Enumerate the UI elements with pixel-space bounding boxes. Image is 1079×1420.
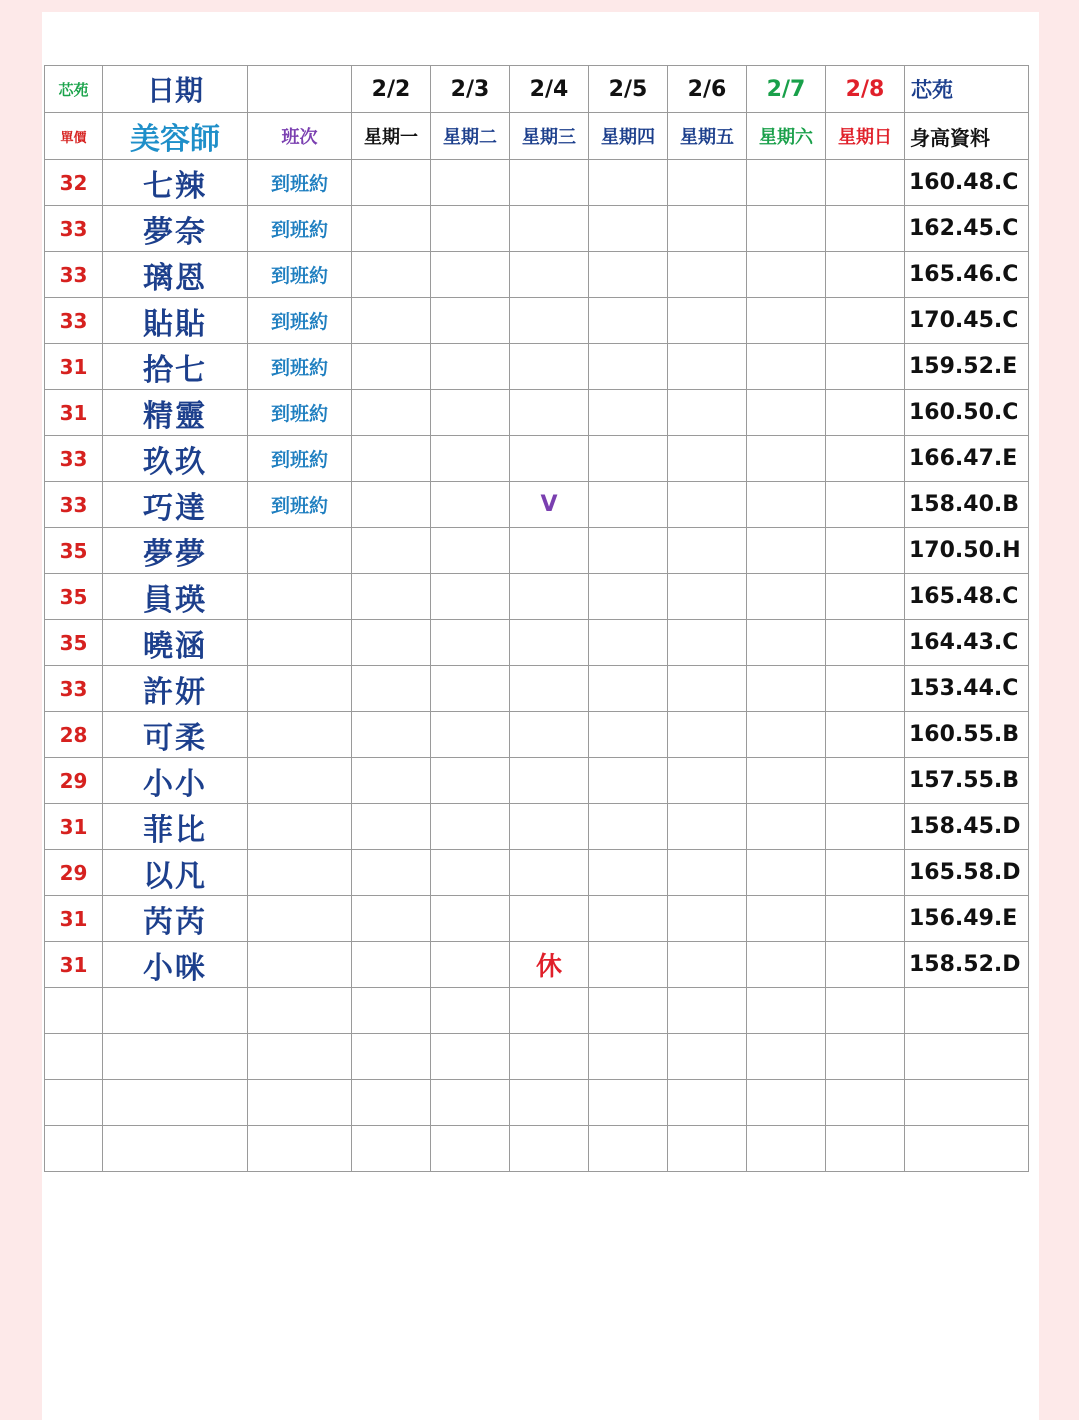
empty-cell: [103, 988, 248, 1034]
table-row: [45, 436, 1029, 482]
day-cell: [510, 804, 589, 850]
day-cell: [747, 804, 826, 850]
empty-cell: [826, 1034, 905, 1080]
weekday-mon: 星期一: [352, 113, 431, 160]
day-cell: [747, 896, 826, 942]
day-cell: [431, 666, 510, 712]
table-row: [45, 482, 1029, 528]
height-data: 162.45.C: [905, 206, 1029, 252]
beautician-name: 以凡: [103, 850, 248, 896]
day-cell: [352, 942, 431, 988]
day-cell: [668, 298, 747, 344]
beautician-name: 曉涵: [103, 620, 248, 666]
day-cell: [431, 620, 510, 666]
day-cell: [747, 436, 826, 482]
date-2-8: 2/8: [826, 66, 905, 113]
empty-row: [45, 1080, 1029, 1126]
day-cell: [431, 850, 510, 896]
day-cell: [826, 206, 905, 252]
table-row: [45, 298, 1029, 344]
shift-cell: [248, 574, 352, 620]
day-cell: [431, 206, 510, 252]
shift-cell: 到班約: [248, 482, 352, 528]
day-cell: 休: [510, 942, 589, 988]
day-cell: [668, 436, 747, 482]
unit-price-cell: 33: [45, 666, 103, 712]
day-cell: [826, 160, 905, 206]
day-cell: [352, 574, 431, 620]
day-cell: [668, 160, 747, 206]
height-data: 158.40.B: [905, 482, 1029, 528]
day-cell: [510, 666, 589, 712]
shift-cell: [248, 528, 352, 574]
day-cell: [668, 666, 747, 712]
height-data: 166.47.E: [905, 436, 1029, 482]
day-cell: [352, 804, 431, 850]
unit-price-cell: 33: [45, 252, 103, 298]
schedule-table: [44, 65, 1029, 1172]
unit-price-cell: 31: [45, 896, 103, 942]
day-cell: [510, 850, 589, 896]
table-row: [45, 942, 1029, 988]
empty-cell: [747, 1034, 826, 1080]
empty-cell: [510, 1034, 589, 1080]
day-cell: [826, 620, 905, 666]
day-cell: [352, 436, 431, 482]
day-cell: [589, 160, 668, 206]
empty-cell: [248, 1080, 352, 1126]
beautician-name: 芮芮: [103, 896, 248, 942]
shift-cell: 到班約: [248, 298, 352, 344]
beautician-name: 可柔: [103, 712, 248, 758]
day-cell: [431, 344, 510, 390]
day-cell: [589, 896, 668, 942]
day-cell: [747, 942, 826, 988]
shift-cell: 到班約: [248, 436, 352, 482]
empty-row: [45, 1034, 1029, 1080]
day-cell: [747, 758, 826, 804]
empty-cell: [45, 1080, 103, 1126]
date-2-5: 2/5: [589, 66, 668, 113]
day-cell: [352, 666, 431, 712]
day-cell: [668, 482, 747, 528]
shift-cell: [248, 850, 352, 896]
day-cell: [826, 712, 905, 758]
empty-cell: [747, 988, 826, 1034]
day-cell: [589, 252, 668, 298]
day-cell: [352, 482, 431, 528]
header-row-dates: [45, 66, 1029, 113]
day-cell: [352, 252, 431, 298]
table-row: [45, 344, 1029, 390]
day-cell: [352, 298, 431, 344]
day-cell: [668, 942, 747, 988]
day-cell: [352, 344, 431, 390]
unit-price-cell: 29: [45, 758, 103, 804]
weekday-thu: 星期四: [589, 113, 668, 160]
empty-cell: [510, 1080, 589, 1126]
empty-cell: [905, 1080, 1029, 1126]
blank-header-cell: [248, 66, 352, 113]
empty-cell: [510, 1126, 589, 1172]
day-cell: [589, 804, 668, 850]
day-cell: [668, 758, 747, 804]
table-row: [45, 758, 1029, 804]
height-data: 170.45.C: [905, 298, 1029, 344]
day-cell: [668, 850, 747, 896]
beautician-name: 玖玖: [103, 436, 248, 482]
height-data: 160.50.C: [905, 390, 1029, 436]
unit-price-cell: 31: [45, 344, 103, 390]
unit-price-cell: 33: [45, 298, 103, 344]
unit-price-cell: 31: [45, 804, 103, 850]
height-data: 158.45.D: [905, 804, 1029, 850]
day-cell: [510, 712, 589, 758]
shift-cell: [248, 896, 352, 942]
height-data: 156.49.E: [905, 896, 1029, 942]
date-2-4: 2/4: [510, 66, 589, 113]
brand-label-small: 芯苑: [45, 66, 103, 113]
date-label: 日期: [103, 66, 248, 113]
day-cell: [510, 344, 589, 390]
shift-label: 班次: [248, 113, 352, 160]
unit-price-cell: 28: [45, 712, 103, 758]
beautician-name: 拾七: [103, 344, 248, 390]
table-row: [45, 666, 1029, 712]
date-2-6: 2/6: [668, 66, 747, 113]
unit-price-cell: 31: [45, 942, 103, 988]
day-cell: [510, 390, 589, 436]
shift-cell: [248, 712, 352, 758]
day-cell: [826, 528, 905, 574]
empty-cell: [352, 1080, 431, 1126]
day-cell: [431, 482, 510, 528]
shift-cell: 到班約: [248, 206, 352, 252]
day-cell: [352, 528, 431, 574]
table-row: [45, 160, 1029, 206]
day-cell: [826, 804, 905, 850]
day-cell: [352, 850, 431, 896]
day-cell: [668, 804, 747, 850]
day-cell: [747, 712, 826, 758]
day-cell: [589, 758, 668, 804]
unit-price-label: 單價: [45, 113, 103, 160]
unit-price-cell: 33: [45, 206, 103, 252]
beautician-name: 精靈: [103, 390, 248, 436]
shift-cell: 到班約: [248, 252, 352, 298]
height-data: 153.44.C: [905, 666, 1029, 712]
day-cell: [747, 666, 826, 712]
day-cell: [668, 574, 747, 620]
day-cell: [589, 712, 668, 758]
day-cell: [431, 252, 510, 298]
beautician-name: 夢夢: [103, 528, 248, 574]
weekday-wed: 星期三: [510, 113, 589, 160]
day-cell: [431, 712, 510, 758]
beautician-label: 美容師: [103, 113, 248, 160]
unit-price-cell: 29: [45, 850, 103, 896]
table-row: [45, 896, 1029, 942]
weekday-fri: 星期五: [668, 113, 747, 160]
empty-cell: [668, 1034, 747, 1080]
day-cell: [589, 298, 668, 344]
beautician-name: 小咪: [103, 942, 248, 988]
day-cell: [352, 758, 431, 804]
day-cell: [747, 206, 826, 252]
table-row: [45, 804, 1029, 850]
day-cell: [431, 804, 510, 850]
height-data: 164.43.C: [905, 620, 1029, 666]
height-data: 160.48.C: [905, 160, 1029, 206]
unit-price-cell: 35: [45, 528, 103, 574]
empty-row: [45, 988, 1029, 1034]
day-cell: [747, 528, 826, 574]
weekday-tue: 星期二: [431, 113, 510, 160]
empty-cell: [905, 1126, 1029, 1172]
day-cell: [826, 574, 905, 620]
day-cell: [431, 160, 510, 206]
day-cell: [668, 344, 747, 390]
day-cell: [352, 620, 431, 666]
empty-cell: [668, 988, 747, 1034]
day-cell: [589, 574, 668, 620]
empty-cell: [352, 1034, 431, 1080]
empty-cell: [589, 1126, 668, 1172]
shift-cell: [248, 942, 352, 988]
day-cell: [431, 896, 510, 942]
day-cell: [747, 620, 826, 666]
day-cell: [589, 620, 668, 666]
day-cell: [431, 390, 510, 436]
date-2-3: 2/3: [431, 66, 510, 113]
height-data: 165.58.D: [905, 850, 1029, 896]
day-cell: [352, 206, 431, 252]
day-cell: [352, 712, 431, 758]
shift-cell: 到班約: [248, 160, 352, 206]
day-cell: [826, 482, 905, 528]
empty-cell: [103, 1080, 248, 1126]
table-row: [45, 574, 1029, 620]
height-data: 159.52.E: [905, 344, 1029, 390]
empty-cell: [826, 1080, 905, 1126]
day-cell: [747, 160, 826, 206]
unit-price-cell: 35: [45, 620, 103, 666]
day-cell: [826, 666, 905, 712]
shift-cell: [248, 758, 352, 804]
height-data: 165.48.C: [905, 574, 1029, 620]
day-cell: [826, 850, 905, 896]
day-cell: [668, 712, 747, 758]
empty-cell: [747, 1126, 826, 1172]
day-cell: [826, 942, 905, 988]
unit-price-cell: 33: [45, 482, 103, 528]
table-row: [45, 712, 1029, 758]
day-cell: [826, 252, 905, 298]
day-cell: [826, 344, 905, 390]
empty-cell: [103, 1034, 248, 1080]
unit-price-cell: 33: [45, 436, 103, 482]
height-data: 157.55.B: [905, 758, 1029, 804]
beautician-name: 小小: [103, 758, 248, 804]
empty-cell: [589, 1080, 668, 1126]
table-row: [45, 528, 1029, 574]
header-row-weekdays: [45, 113, 1029, 160]
date-2-7: 2/7: [747, 66, 826, 113]
beautician-name: 菲比: [103, 804, 248, 850]
day-cell: [589, 942, 668, 988]
empty-cell: [431, 1034, 510, 1080]
height-data: 165.46.C: [905, 252, 1029, 298]
shift-cell: 到班約: [248, 390, 352, 436]
day-cell: [510, 896, 589, 942]
empty-cell: [905, 988, 1029, 1034]
day-cell: [431, 758, 510, 804]
day-cell: [668, 528, 747, 574]
beautician-name: 貼貼: [103, 298, 248, 344]
beautician-name: 員瑛: [103, 574, 248, 620]
day-cell: [668, 620, 747, 666]
beautician-name: 巧達: [103, 482, 248, 528]
shift-cell: [248, 804, 352, 850]
day-cell: [747, 850, 826, 896]
empty-cell: [45, 1034, 103, 1080]
empty-cell: [905, 1034, 1029, 1080]
weekday-sun: 星期日: [826, 113, 905, 160]
day-cell: [668, 896, 747, 942]
day-cell: [747, 298, 826, 344]
day-cell: [589, 482, 668, 528]
unit-price-cell: 32: [45, 160, 103, 206]
day-cell: [589, 344, 668, 390]
empty-cell: [589, 1034, 668, 1080]
table-row: [45, 620, 1029, 666]
day-cell: [431, 574, 510, 620]
empty-cell: [589, 988, 668, 1034]
day-cell: [431, 436, 510, 482]
weekday-sat: 星期六: [747, 113, 826, 160]
day-cell: [747, 482, 826, 528]
day-cell: [747, 390, 826, 436]
height-data: 158.52.D: [905, 942, 1029, 988]
day-cell: [589, 528, 668, 574]
day-cell: [510, 206, 589, 252]
empty-cell: [431, 1126, 510, 1172]
day-cell: [747, 252, 826, 298]
empty-cell: [668, 1126, 747, 1172]
day-cell: [510, 528, 589, 574]
day-cell: [589, 666, 668, 712]
day-cell: [510, 574, 589, 620]
height-data: 170.50.H: [905, 528, 1029, 574]
empty-cell: [747, 1080, 826, 1126]
empty-cell: [248, 1126, 352, 1172]
empty-cell: [431, 1080, 510, 1126]
day-cell: [747, 574, 826, 620]
shift-cell: [248, 620, 352, 666]
day-cell: [510, 160, 589, 206]
height-data: 160.55.B: [905, 712, 1029, 758]
day-cell: [352, 896, 431, 942]
day-cell: [431, 528, 510, 574]
date-2-2: 2/2: [352, 66, 431, 113]
empty-row: [45, 1126, 1029, 1172]
empty-cell: [668, 1080, 747, 1126]
empty-cell: [826, 1126, 905, 1172]
day-cell: [510, 758, 589, 804]
shift-cell: [248, 666, 352, 712]
shift-cell: 到班約: [248, 344, 352, 390]
day-cell: [668, 390, 747, 436]
table-row: [45, 390, 1029, 436]
day-cell: [826, 436, 905, 482]
unit-price-cell: 31: [45, 390, 103, 436]
unit-price-cell: 35: [45, 574, 103, 620]
empty-cell: [352, 988, 431, 1034]
beautician-name: 許妍: [103, 666, 248, 712]
day-cell: [510, 436, 589, 482]
day-cell: [589, 390, 668, 436]
day-cell: [352, 160, 431, 206]
day-cell: [589, 436, 668, 482]
empty-cell: [248, 988, 352, 1034]
day-cell: V: [510, 482, 589, 528]
day-cell: [826, 896, 905, 942]
day-cell: [826, 758, 905, 804]
empty-cell: [352, 1126, 431, 1172]
day-cell: [589, 206, 668, 252]
brand-label-right: 芯苑: [905, 66, 1029, 113]
day-cell: [668, 206, 747, 252]
day-cell: [668, 252, 747, 298]
height-label: 身高資料: [905, 113, 1029, 160]
empty-cell: [45, 1126, 103, 1172]
empty-cell: [248, 1034, 352, 1080]
empty-cell: [510, 988, 589, 1034]
empty-cell: [826, 988, 905, 1034]
table-row: [45, 252, 1029, 298]
day-cell: [431, 942, 510, 988]
day-cell: [589, 850, 668, 896]
beautician-name: 璃恩: [103, 252, 248, 298]
empty-cell: [103, 1126, 248, 1172]
day-cell: [431, 298, 510, 344]
day-cell: [510, 620, 589, 666]
day-cell: [826, 390, 905, 436]
beautician-name: 夢奈: [103, 206, 248, 252]
empty-cell: [431, 988, 510, 1034]
day-cell: [826, 298, 905, 344]
table-row: [45, 850, 1029, 896]
empty-cell: [45, 988, 103, 1034]
day-cell: [747, 344, 826, 390]
day-cell: [510, 298, 589, 344]
day-cell: [510, 252, 589, 298]
beautician-name: 七辣: [103, 160, 248, 206]
table-row: [45, 206, 1029, 252]
day-cell: [352, 390, 431, 436]
